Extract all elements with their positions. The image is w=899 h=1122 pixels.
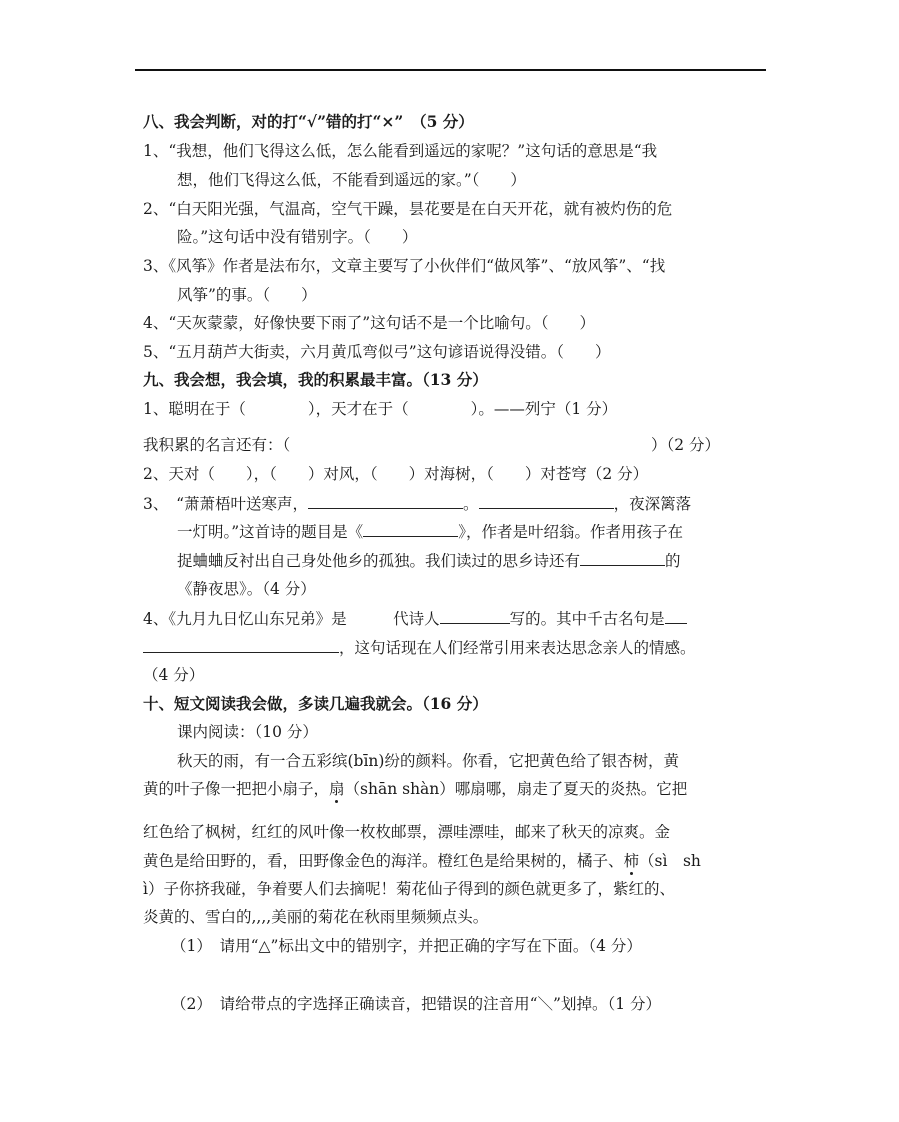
- section-10-title: 十、短文阅读我会做，多读几遍我就会。（16 分）: [143, 694, 488, 713]
- s8-q3-line1: 3、《风筝》作者是法布尔，文章主要写了小伙伴们“做风筝”、“放风筝”、“找: [143, 257, 666, 275]
- task-2: （2） 请给带点的字选择正确读音，把错误的注音用“＼”划掉。（1 分）: [171, 995, 662, 1013]
- passage-text: 黄色是给田野的，看，田野像金色的海洋。橙红色是给果树的，橘子、: [143, 852, 624, 870]
- s9-q3-line2: [177, 521, 683, 542]
- s9-q1b-left: 我积累的名言还有：（: [143, 436, 291, 454]
- dotted-char: 柿: [623, 852, 640, 870]
- passage-line-5: ì）子你挤我碰，争着要人们去摘呢！菊花仙子得到的颜色就更多了，紫红的、: [143, 880, 675, 898]
- s9-q3-a1: 3、 “萧萧梧叶送寒声，: [143, 495, 309, 513]
- s8-q2-line1: 2、“白天阳光强，气温高，空气干躁，昙花要是在白天开花，就有被灼伤的危: [143, 200, 673, 218]
- passage-line-1: 秋天的雨，有一合五彩缤(bīn)纷的颜料。你看，它把黄色给了银杏树，黄: [177, 752, 679, 770]
- answer-blank[interactable]: [580, 550, 665, 566]
- s9-q4-line1: [143, 608, 687, 629]
- s9-q3-line1: [143, 493, 691, 514]
- passage-text: （sì sh: [639, 852, 701, 870]
- answer-blank[interactable]: [479, 493, 614, 509]
- s8-q1-line1: 1、“我想，他们飞得这么低，怎么能看到遥远的家呢？”这句话的意思是“我: [143, 142, 658, 160]
- passage-text: 黄的叶子像一把把小扇子，: [143, 780, 330, 798]
- s9-q4-b2: ，这句话现在人们经常引用来表达思念亲人的情感。: [339, 639, 696, 657]
- dotted-char: 扇: [329, 780, 345, 798]
- s8-q3-line2: 风筝”的事。（ ）: [177, 286, 317, 304]
- s9-q4-line3: （4 分）: [143, 666, 205, 684]
- answer-blank[interactable]: [363, 521, 458, 537]
- s9-q1: 1、聪明在于（ ），天才在于（ ）。——列宁（1 分）: [143, 400, 618, 418]
- passage-line-3: 红色给了枫树，红红的风叶像一枚枚邮票，漂哇漂哇，邮来了秋天的凉爽。金: [143, 823, 671, 841]
- s9-q3-line4: 《静夜思》。（4 分）: [177, 580, 316, 598]
- passage-line-2: [143, 779, 687, 799]
- section-9-title: 九、我会想，我会填，我的积累最丰富。（13 分）: [143, 370, 488, 389]
- s9-q4-line2: [143, 637, 696, 658]
- s9-q4-a2: 写的。其中千古名句是: [509, 610, 665, 628]
- answer-blank[interactable]: [440, 608, 510, 624]
- s8-q4: 4、“天灰蒙蒙，好像快要下雨了”这句话不是一个比喻句。（ ）: [143, 314, 595, 332]
- section-8-title: 八、我会判断，对的打“√”错的打“×” （5 分）: [143, 112, 474, 131]
- answer-blank[interactable]: [665, 608, 687, 624]
- s9-q3-a3: ，夜深篱落: [613, 495, 692, 513]
- passage-line-4: [143, 851, 701, 871]
- s9-q3-b2: 》，作者是叶绍翁。作者用孩子在: [458, 523, 683, 541]
- answer-blank[interactable]: [308, 493, 463, 509]
- passage-text: （shān shàn）哪扇哪，扇走了夏天的炎热。它把: [344, 780, 688, 798]
- s9-q3-c1: 捉蛐蛐反衬出自己身处他乡的孤独。我们读过的思乡诗还有: [177, 552, 581, 570]
- s8-q5: 5、“五月葫芦大街卖，六月黄瓜弯似弓”这句谚语说得没错。（ ）: [143, 343, 611, 361]
- answer-blank[interactable]: [143, 637, 339, 653]
- s9-q3-line3: [177, 550, 681, 571]
- s9-q1b-right: ）（2 分）: [651, 436, 721, 454]
- task-1: （1） 请用“△”标出文中的错别字，并把正确的字写在下面。（4 分）: [171, 937, 642, 955]
- s9-q4-a1: 4、《九月九日忆山东兄弟》是 代诗人: [143, 610, 440, 628]
- s9-q3-c2: 的: [665, 552, 681, 570]
- s10-subtitle: 课内阅读：（10 分）: [177, 723, 318, 741]
- s8-q2-line2: 险。”这句话中没有错别字。（ ）: [177, 228, 418, 246]
- s9-q2: 2、天对（ ），（ ）对风，（ ）对海树，（ ）对苍穹（2 分）: [143, 465, 649, 483]
- header-rule: [135, 69, 766, 71]
- s9-q3-b1: 一灯明。”这首诗的题目是《: [177, 523, 364, 541]
- s8-q1-line2: 想，他们飞得这么低，不能看到遥远的家。”（ ）: [177, 171, 526, 189]
- passage-line-6: 炎黄的、雪白的,,,,美丽的菊花在秋雨里频频点头。: [143, 908, 489, 926]
- s9-q3-a2: 。: [463, 495, 479, 513]
